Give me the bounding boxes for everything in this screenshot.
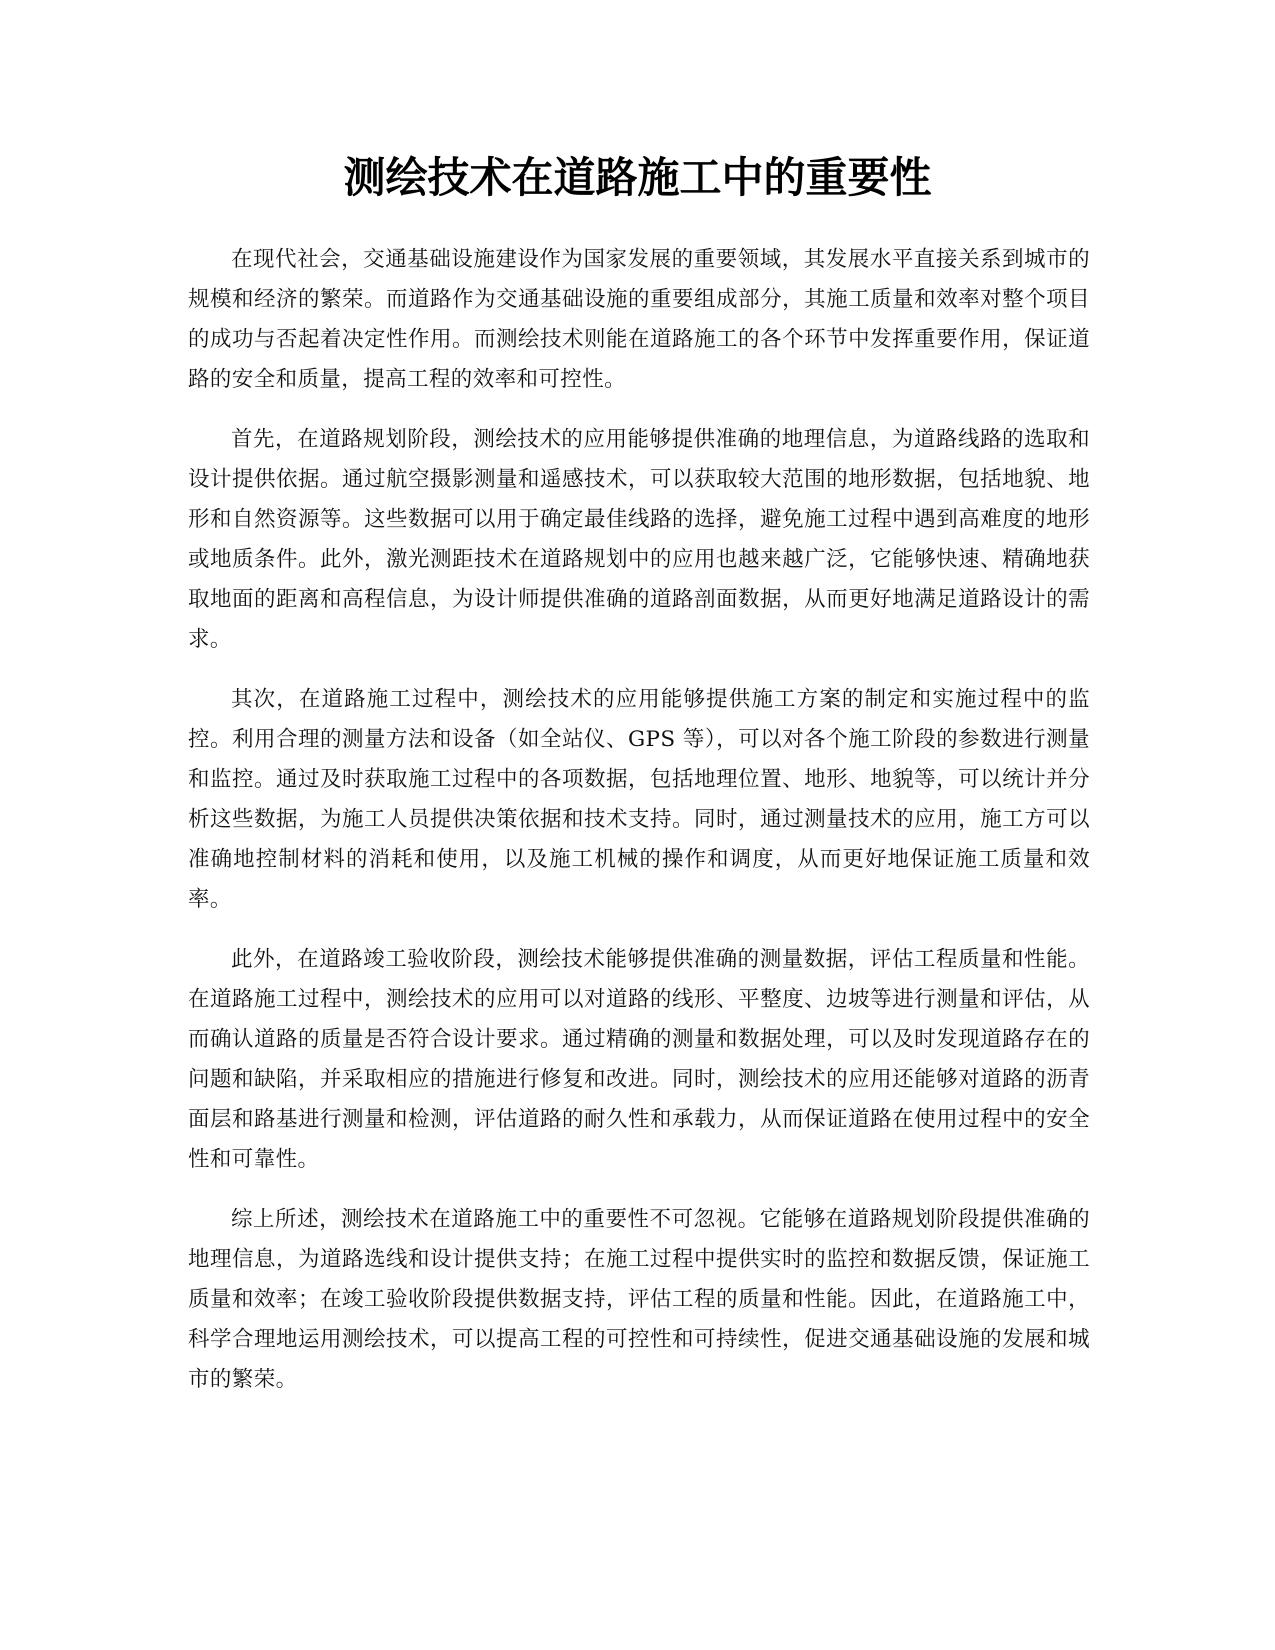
paragraph-conclusion: 综上所述，测绘技术在道路施工中的重要性不可忽视。它能够在道路规划阶段提供准确的地理信息，为道路选线和设计提供支持；在施工过程中提供实时的监控和数据反馈，保证施工质量和效率；在竣工验收阶段提供数据支持，评估工程的质量和性能。因此，在道路施工中，科学合理地运用测绘技术，可以提高工程的可控性和可持续性，促进交通基础设施的发展和城市的繁荣。 [188, 1207, 1090, 1392]
paragraph-construction-stage: 其次，在道路施工过程中，测绘技术的应用能够提供施工方案的制定和实施过程中的监控。利用合理的测量方法和设备（如全站仪、GPS 等），可以对各个施工阶段的参数进行测量和监控。通过及时获取施工过程中的各项数据，包括地理位置、地形、地貌等，可以统计并分析这些数据，为施工人员提供决策依据和技术支持。同时，通过测量技术的应用，施工方可以准确地控制材料的消耗和使用，以及施工机械的操作和调度，从而更好地保证施工质量和效率。 [188, 687, 1090, 912]
document-body [188, 240, 1090, 1420]
paragraph-planning-stage: 首先，在道路规划阶段，测绘技术的应用能够提供准确的地理信息，为道路线路的选取和设计提供依据。通过航空摄影测量和遥感技术，可以获取较大范围的地形数据，包括地貌、地形和自然资源等。这些数据可以用于确定最佳线路的选择，避免施工过程中遇到高难度的地形或地质条件。此外，激光测距技术在道路规划中的应用也越来越广泛，它能够快速、精确地获取地面的距离和高程信息，为设计师提供准确的道路剖面数据，从而更好地满足道路设计的需求。 [188, 427, 1090, 652]
document-title: 测绘技术在道路施工中的重要性 [343, 153, 932, 202]
paragraph-intro: 在现代社会，交通基础设施建设作为国家发展的重要领域，其发展水平直接关系到城市的规模和经济的繁荣。而道路作为交通基础设施的重要组成部分，其施工质量和效率对整个项目的成功与否起着决定性作用。而测绘技术则能在道路施工的各个环节中发挥重要作用，保证道路的安全和质量，提高工程的效率和可控性。 [188, 247, 1090, 392]
paragraph-acceptance-stage: 此外，在道路竣工验收阶段，测绘技术能够提供准确的测量数据，评估工程质量和性能。在道路施工过程中，测绘技术的应用可以对道路的线形、平整度、边坡等进行测量和评估，从而确认道路的质量是否符合设计要求。通过精确的测量和数据处理，可以及时发现道路存在的问题和缺陷，并采取相应的措施进行修复和改进。同时，测绘技术的应用还能够对道路的沥青面层和路基进行测量和检测，评估道路的耐久性和承载力，从而保证道路在使用过程中的安全性和可靠性。 [188, 947, 1090, 1172]
